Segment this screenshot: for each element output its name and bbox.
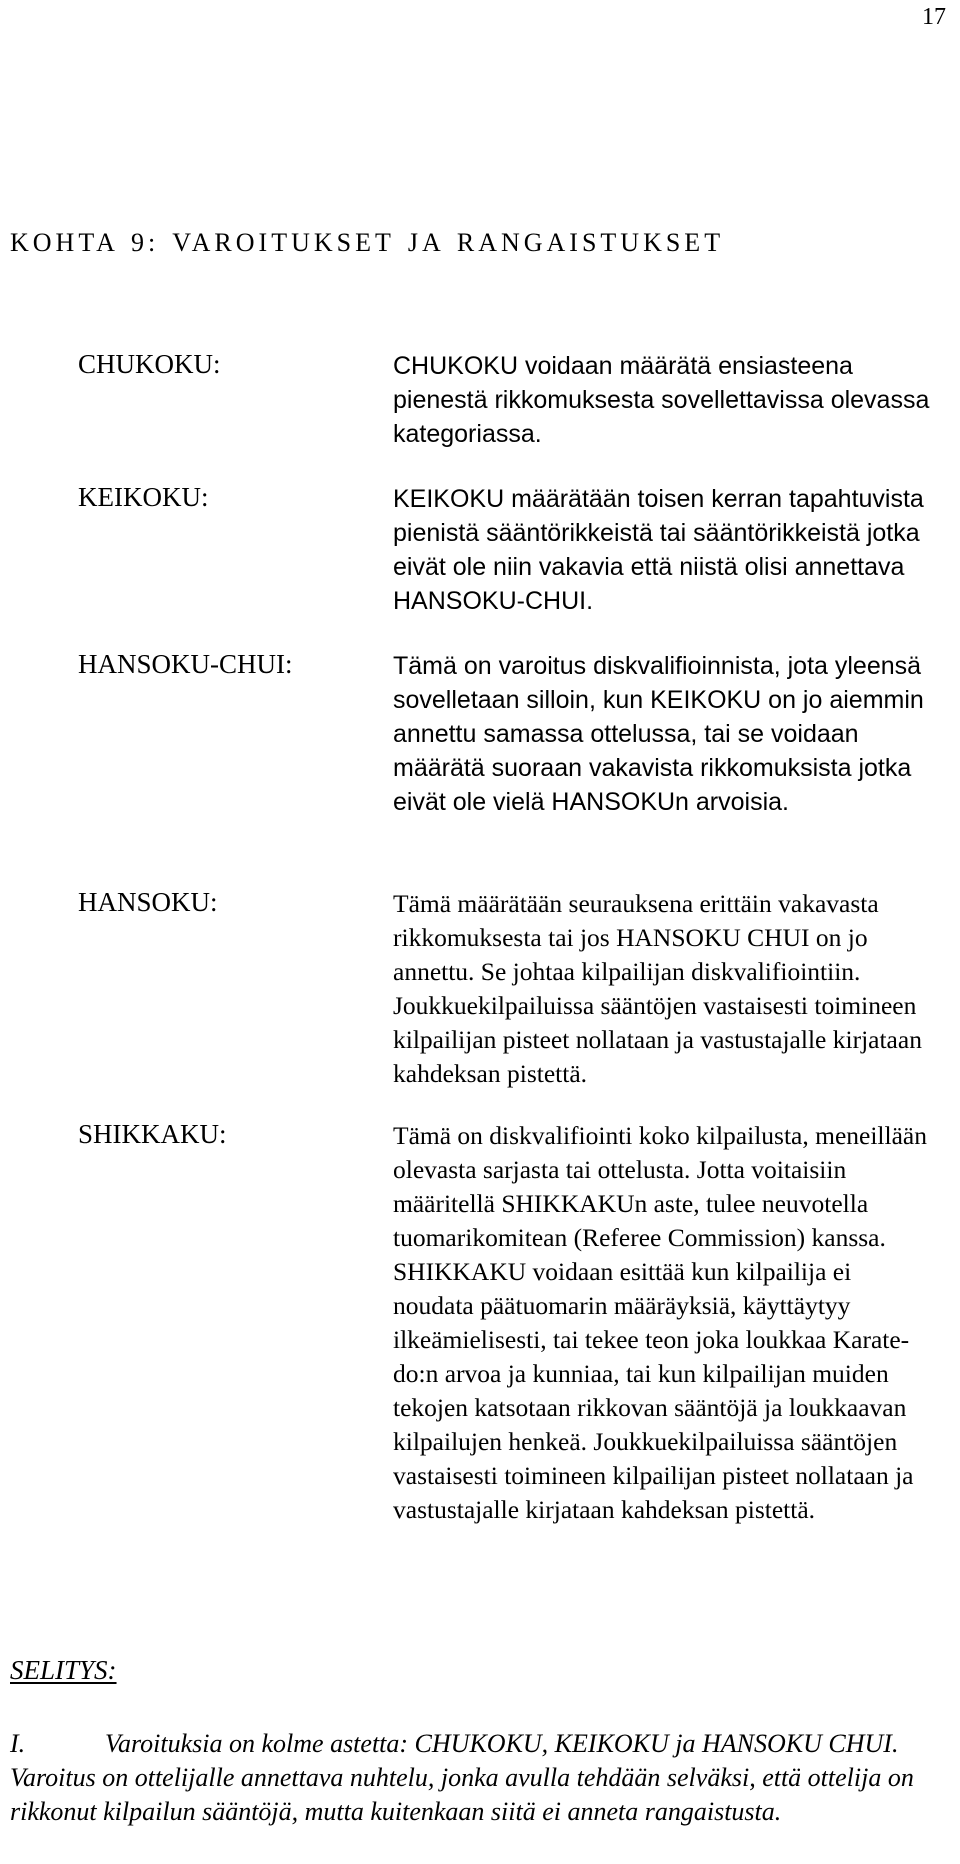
- note-item: [10, 1727, 945, 1829]
- term-definition: Tämä on diskvalifiointi koko kilpailusta, meneillään olevasta sarjasta tai ottelusta. Jotta voitaisiin määritellä SHIKKAKUn aste, tulee neuvotella tuomarikomitean (Referee Commission) kanssa. SHIKKAKU voidaan esittää kun kilpailija ei noudata päätuomarin määräyksiä, käyttäytyy ilkeämielisesti, tai tekee teon joka loukkaa Karate-do:n arvoa ja kunniaa, tai kun kilpailijan muiden tekojen katsotaan rikkovan sääntöjä ja loukkaavan kilpailujen henkeä. Joukkuekilpailuissa sääntöjen vastaisesti toimineen kilpailijan pisteet nollataan ja vastustajalle kirjataan kahdeksan pistettä.: [393, 1121, 927, 1524]
- term-label: CHUKOKU:: [78, 349, 221, 379]
- note-text: Varoituksia on kolme astetta: CHUKOKU, KEIKOKU ja HANSOKU CHUI. Varoitus on ottelijalle annettava nuhtelu, jonka avulla tehdään selväksi, että ottelija on rikkonut kilpailun sääntöjä, mutta kuitenkaan siitä ei anneta rangaistusta.: [10, 1729, 914, 1826]
- term-definition: CHUKOKU voidaan määrätä ensiasteena pienestä rikkomuksesta sovellettavissa olevassa kategoriassa.: [393, 352, 930, 448]
- notes-heading: SELITYS:: [10, 1655, 117, 1685]
- term-definition: Tämä on varoitus diskvalifioinnista, jota yleensä sovelletaan silloin, kun KEIKOKU on jo aiemmin annettu samassa ottelussa, tai se voidaan määrätä suoraan vakavista rikkomuksista jotka eivät ole vielä HANSOKUn arvoisia.: [393, 652, 924, 816]
- page-number: 17: [922, 4, 946, 30]
- term-label: HANSOKU:: [78, 887, 218, 917]
- term-definition: KEIKOKU määrätään toisen kerran tapahtuvista pienistä sääntörikkeistä tai sääntörikkeistä jotka eivät ole niin vakavia että niistä olisi annettava HANSOKU-CHUI.: [393, 485, 924, 615]
- note-marker: I.: [10, 1729, 26, 1758]
- section-title: KOHTA 9: VAROITUKSET JA RANGAISTUKSET: [10, 228, 725, 257]
- term-label: KEIKOKU:: [78, 482, 209, 512]
- term-label: SHIKKAKU:: [78, 1119, 227, 1149]
- term-definition: Tämä määrätään seurauksena erittäin vakavasta rikkomuksesta tai jos HANSOKU CHUI on jo annettu. Se johtaa kilpailijan diskvalifiointiin. Joukkuekilpailuissa sääntöjen vastaisesti toimineen kilpailijan pisteet nollataan ja vastustajalle kirjataan kahdeksan pistettä.: [393, 889, 922, 1088]
- term-label: HANSOKU-CHUI:: [78, 649, 293, 679]
